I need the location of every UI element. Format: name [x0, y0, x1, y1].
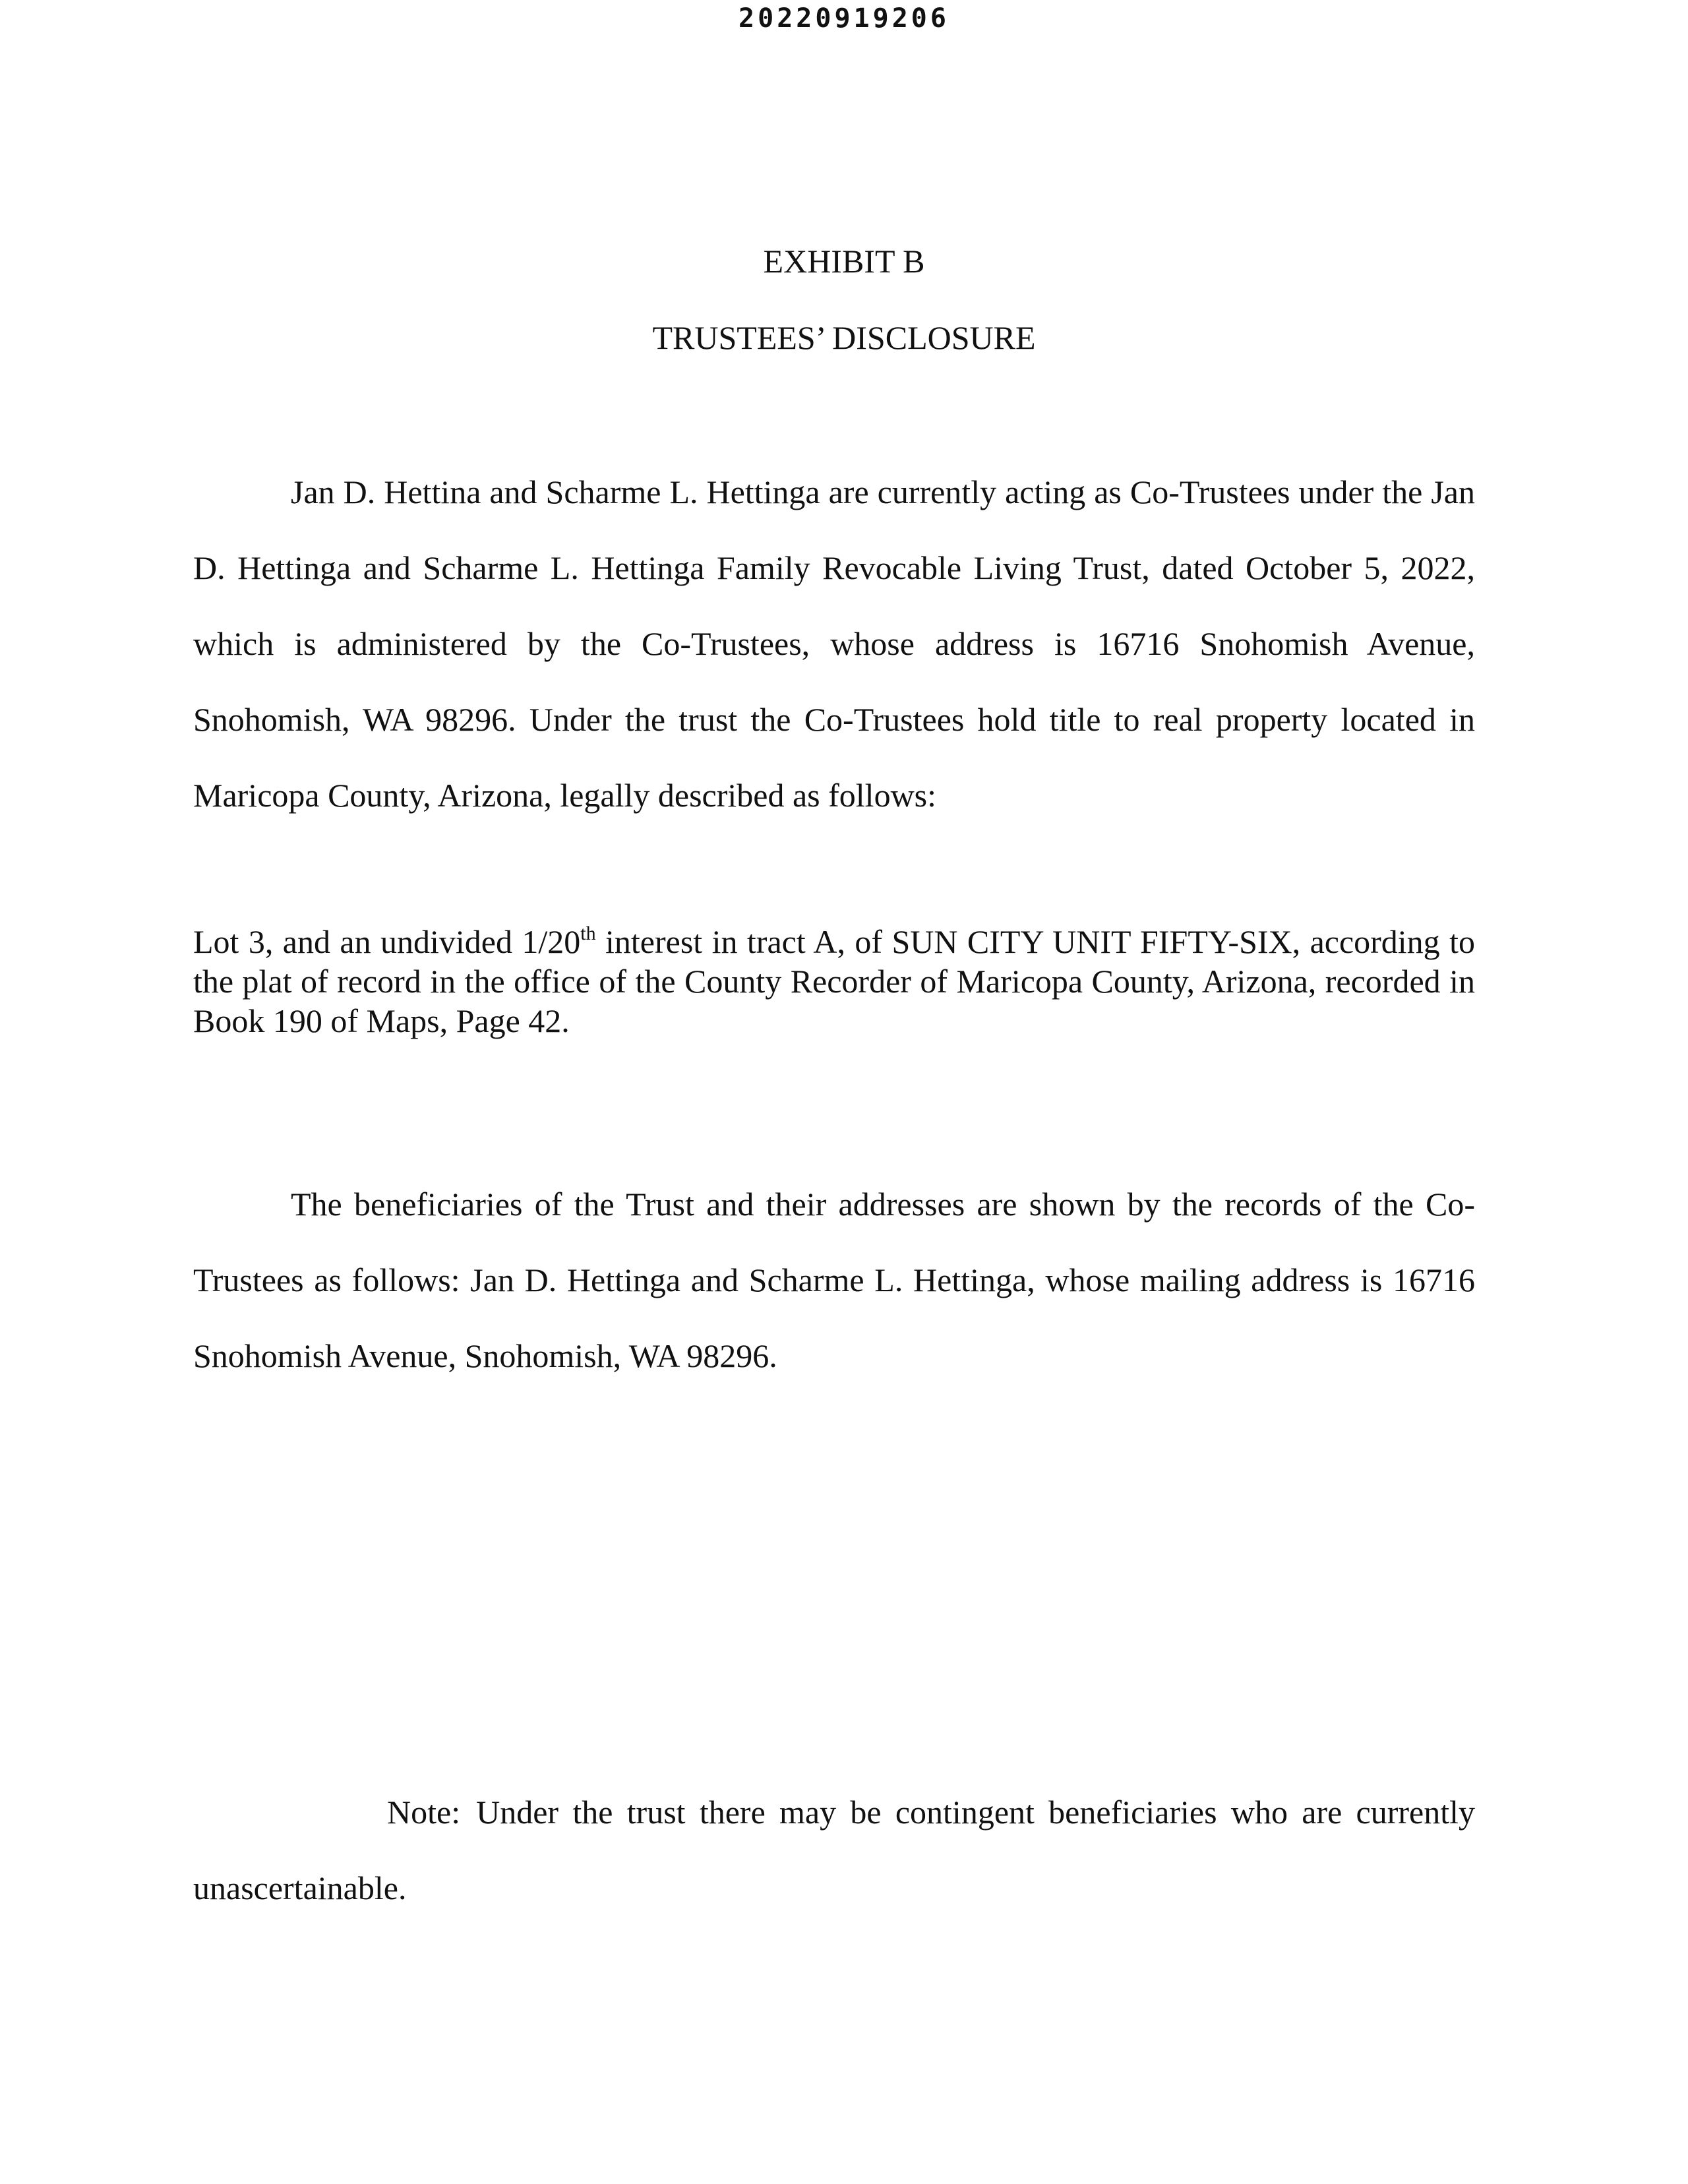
ordinal-superscript: th: [580, 923, 596, 944]
note-label: Note:: [387, 1794, 461, 1831]
legal-description: [193, 922, 1475, 1041]
section-title: TRUSTEES’ DISCLOSURE: [652, 319, 1036, 356]
note-text: Under the trust there may be contingent beneficiaries who are currently unascertainable.: [193, 1794, 1475, 1906]
exhibit-title: EXHIBIT B: [763, 243, 925, 280]
recording-number: 20220919206: [738, 3, 950, 34]
note-paragraph: [193, 1774, 1475, 1926]
legal-description-start: Lot 3, and an undivided 1/20: [193, 923, 581, 960]
trustees-paragraph: Jan D. Hettina and Scharme L. Hettinga are currently acting as Co-Trustees under the Jan D. Hettinga and Scharme L. Hettinga Family Revocable Living Trust, dated October 5, 2022, which is administered by the Co-Trustees, whose address is 16716 Snohomish Avenue, Snohomish, WA 98296. Under the trust the Co-Trustees hold title to real property located in Maricopa County, Arizona, legally described as follows:: [193, 473, 1475, 814]
legal-description-end: interest in tract A, of SUN CITY UNIT FIFTY-SIX, according to the plat of record in the office of the County Recorder of Maricopa County, Arizona, recorded in Book 190 of Maps, Page 42.: [193, 923, 1475, 1039]
beneficiaries-paragraph: The beneficiaries of the Trust and their addresses are shown by the records of the Co-Trustees as follows: Jan D. Hettinga and Scharme L. Hettinga, whose mailing address is 16716 Snohomish Avenue, Snohomish, WA 98296.: [193, 1186, 1475, 1374]
